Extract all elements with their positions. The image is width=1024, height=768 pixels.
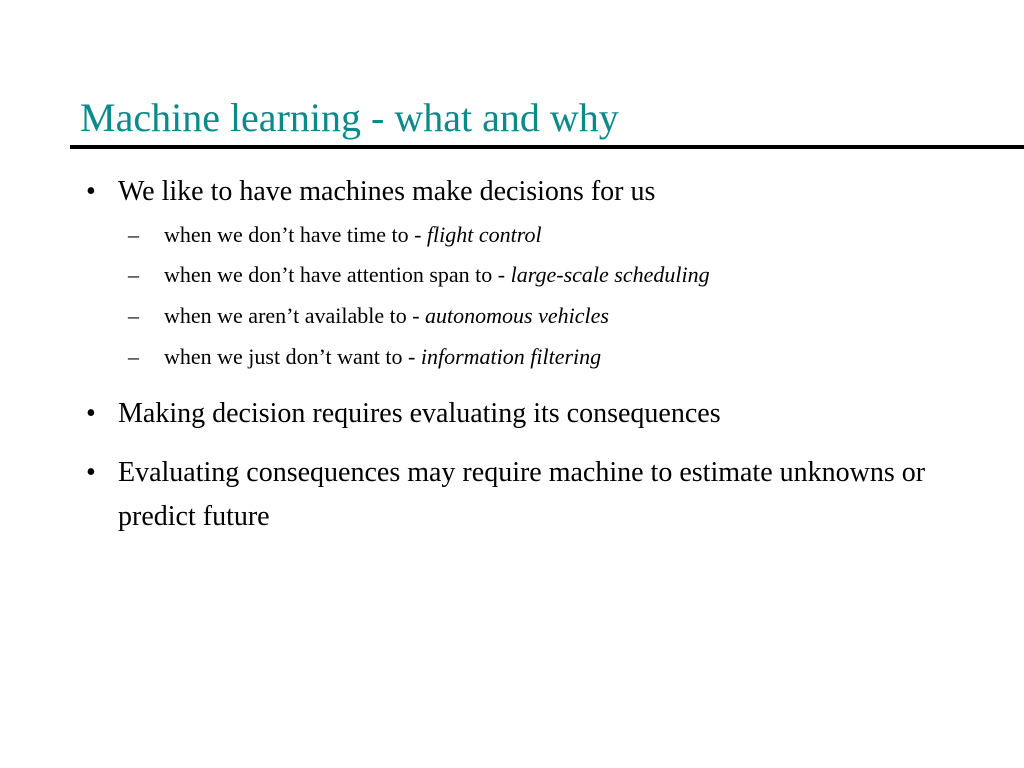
sub-bullet-text bbox=[164, 342, 601, 372]
bullet-text: Evaluating consequences may require machine to estimate unknowns or predict future bbox=[118, 457, 926, 532]
sub-bullet-emphasis: large-scale scheduling bbox=[510, 262, 710, 287]
bullet-marker: • bbox=[86, 398, 96, 429]
bullet-text: Making decision requires evaluating its consequences bbox=[118, 398, 721, 429]
sub-bullet-prefix: when we don’t have time to - bbox=[164, 222, 427, 247]
sub-bullet-emphasis: flight control bbox=[426, 222, 542, 247]
sub-bullet-emphasis: information filtering bbox=[420, 344, 602, 369]
sub-bullet-emphasis: autonomous vehicles bbox=[425, 303, 609, 328]
sub-bullet-marker: – bbox=[128, 303, 139, 328]
sub-bullet-text bbox=[164, 220, 542, 250]
bullet-marker: • bbox=[86, 457, 96, 488]
sub-bullet-prefix: when we aren’t available to - bbox=[164, 303, 426, 328]
sub-bullet-marker: – bbox=[128, 344, 139, 369]
sub-bullet-prefix: when we don’t have attention span to - bbox=[164, 262, 511, 287]
bullet-text: We like to have machines make decisions for us bbox=[118, 176, 656, 207]
slide-title: Machine learning - what and why bbox=[80, 95, 619, 140]
bullet-marker: • bbox=[86, 176, 96, 207]
sub-bullet-marker: – bbox=[128, 262, 139, 287]
sub-bullet-text bbox=[164, 260, 710, 290]
title-divider bbox=[70, 145, 1024, 149]
sub-bullet-prefix: when we just don’t want to - bbox=[164, 344, 421, 369]
sub-bullet-marker: – bbox=[128, 222, 139, 247]
sub-bullet-text bbox=[164, 301, 609, 331]
